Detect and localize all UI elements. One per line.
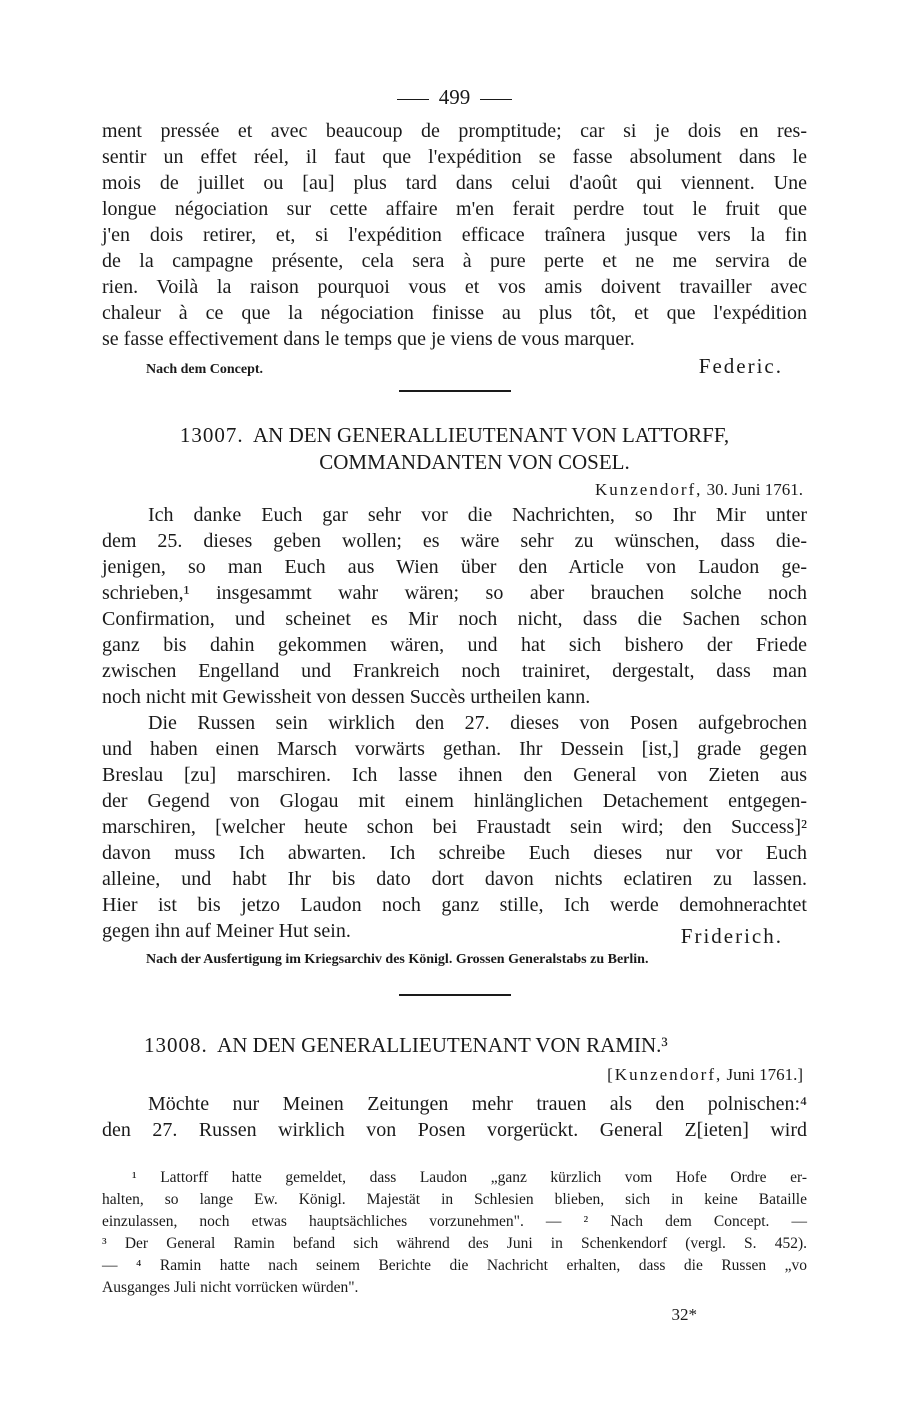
text-line: dem 25. dieses geben wollen; es wäre sehr zu wünschen, dass die- (102, 530, 807, 552)
text-line: Ich danke Euch gar sehr vor die Nachrichten, so Ihr Mir unter (148, 504, 807, 526)
letter-13008 (102, 1032, 807, 1143)
section-divider (399, 994, 511, 996)
text-line: j'en dois retirer, et, si l'expédition efficace traînera jusque vers la fin (102, 224, 807, 246)
text-line: und haben einen Marsch vorwärts gethan. Ihr Dessein [ist,] grade gegen (102, 738, 807, 760)
text-line: Möchte nur Meinen Zeitungen mehr trauen als den polnischen:⁴ (148, 1093, 807, 1115)
page-number-dash-right (480, 99, 512, 100)
footnote-line: ³ Der General Ramin befand sich während des Juni in Schenkendorf (vergl. S. 452). (102, 1235, 807, 1252)
intro-paragraph (102, 118, 807, 352)
page-number-dash-left (397, 99, 429, 100)
signature: Friderich. (680, 924, 783, 948)
dateline (102, 1063, 807, 1087)
letter-heading-line1: AN DEN GENERALLIEUTENANT VON RAMIN.³ (217, 1033, 668, 1057)
text-line: zwischen Engelland und Frankreich noch trainiret, dergestalt, dass man (102, 660, 807, 682)
letter-heading-line1: AN DEN GENERALLIEUTENANT VON LATTORFF, (253, 423, 730, 447)
source-note: Nach der Ausfertigung im Kriegsarchiv des Königl. Grossen Generalstabs zu Berlin. (146, 952, 649, 967)
dateline-date: Juni 1761.] (726, 1065, 803, 1084)
letter-13007 (102, 422, 807, 974)
text-line: se fasse effectivement dans le temps que je viens de vous marquer. (102, 328, 635, 350)
text-line: der Gegend von Glogau mit einem hinlänglichen Detachement entgegen- (102, 790, 807, 812)
text-line: den 27. Russen wirklich von Posen vorgerückt. General Z[ieten] wird (102, 1119, 807, 1141)
text-line: Confirmation, und scheinet es Mir noch nicht, dass die Sachen schon (102, 608, 807, 630)
letter-number: 13007. (179, 423, 244, 447)
dateline-place: [Kunzendorf, (607, 1065, 723, 1084)
text-line: sentir un effet réel, il faut que l'expédition se fasse absolument dans le (102, 146, 807, 168)
letter-paragraph (102, 710, 807, 918)
letter-heading (102, 1032, 807, 1059)
source-note: Nach dem Concept. (146, 362, 264, 377)
page-number: 499 (438, 85, 471, 109)
text-line: noch nicht mit Gewissheit von dessen Succès urtheilen kann. (102, 686, 591, 708)
footnote-line: halten, so lange Ew. Königl. Majestät in Schlesien blieben, sich in keine Bataille (102, 1191, 807, 1208)
text-line: mois de juillet ou [au] plus tard dans celui d'août qui viennent. Une (102, 172, 807, 194)
text-line: chaleur à ce que la négociation finisse au plus tôt, et que l'expédition (102, 302, 807, 324)
letter-heading (102, 422, 807, 449)
text-line: davon muss Ich abwarten. Ich schreibe Euch dieses nur vor Euch (102, 842, 807, 864)
page-number-row (102, 82, 807, 118)
footnote-line: Ausganges Juli nicht vorrücken würden". (102, 1279, 359, 1296)
text-line: Die Russen sein wirklich den 27. dieses von Posen aufgebrochen (148, 712, 807, 734)
text-line: rien. Voilà la raison pourquoi vous et vos amis doivent travailler avec (102, 276, 807, 298)
text-line: Breslau [zu] marschiren. Ich lasse ihnen den General von Zieten aus (102, 764, 807, 786)
letter-heading-line2: COMMANDANTEN VON COSEL. (319, 450, 630, 474)
footnote-line: — ⁴ Ramin hatte nach seinem Berichte die Nachricht erhalten, dass die Russen „vo (102, 1257, 807, 1274)
text-line: schrieben,¹ insgesammt wahr wären; so aber brauchen solche noch (102, 582, 807, 604)
section-divider (399, 390, 511, 392)
footnote-line: ¹ Lattorff hatte gemeldet, dass Laudon „ganz kürzlich vom Hofe Ordre er- (132, 1169, 807, 1186)
text-line: longue négociation sur cette affaire m'en ferait perdre tout le fruit que (102, 198, 807, 220)
dateline-date: 30. Juni 1761. (706, 480, 803, 499)
text-line: ment pressée et avec beaucoup de promptitude; car si je dois en res- (102, 120, 807, 142)
signature-mark: 32* (671, 1305, 697, 1324)
letter-paragraph (102, 502, 807, 710)
text-line: ganz bis dahin gekommen wären, und hat sich bishero der Friede (102, 634, 807, 656)
text-line: Hier ist bis jetzo Laudon noch ganz stille, Ich werde demohnerachtet (102, 894, 807, 916)
text-line: de la campagne présente, cela sera à pure perte et ne me servira de (102, 250, 807, 272)
footnote-line: einzulassen, noch etwas hauptsächliches vorzunehmen". — ² Nach dem Concept. — (102, 1213, 807, 1230)
document-page (102, 82, 807, 1325)
text-line: gegen ihn auf Meiner Hut sein. (102, 920, 351, 942)
signature: Federic. (698, 354, 783, 378)
letter-source-line (102, 952, 807, 974)
text-line: marschiren, [welcher heute schon bei Fraustadt sein wird; den Success]² (102, 816, 807, 838)
intro-signature-line (102, 354, 807, 382)
dateline-place: Kunzendorf, (594, 480, 703, 499)
text-line: jenigen, so man Euch aus Wien über den Article von Laudon ge- (102, 556, 807, 578)
dateline (102, 478, 807, 502)
footnotes (102, 1167, 807, 1299)
letter-number: 13008. (144, 1033, 208, 1057)
letter-paragraph (102, 1091, 807, 1143)
text-line: alleine, und habt Ihr bis dato dort davon nichts eclatiren zu lassen. (102, 868, 807, 890)
letter-signature-line (102, 918, 807, 946)
